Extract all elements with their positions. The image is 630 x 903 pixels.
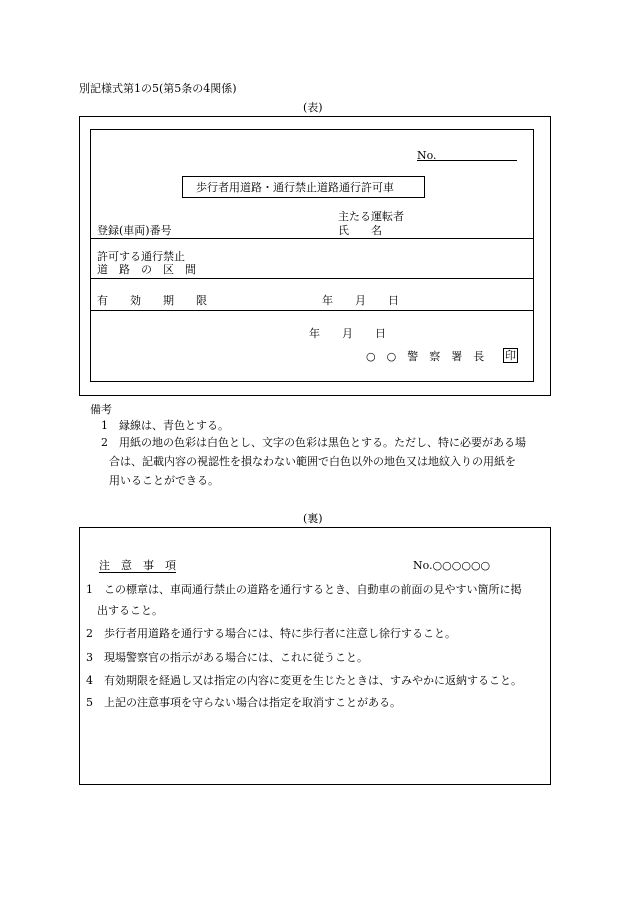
section-label-line1: 許可する通行禁止 — [97, 250, 185, 263]
registration-label: 登録(車両)番号 — [97, 224, 172, 237]
remarks-title: 備考 — [90, 403, 112, 416]
remark-item: 2 用紙の地の色彩は白色とし、文字の色彩は黒色とする。ただし、特に必要がある場 — [101, 436, 526, 449]
front-side-title: (表) — [303, 101, 323, 114]
section-label-line2: 道 路 の 区 間 — [97, 263, 196, 276]
remark-item: 1 縁線は、青色とする。 — [101, 419, 229, 432]
remark-item-continued: 合は、記載内容の視認性を損なわない範囲で白色以外の地色又は地紋入りの用紙を — [109, 455, 516, 468]
issue-date: 年 月 日 — [309, 327, 386, 340]
row-divider-3 — [90, 310, 534, 311]
notice-item: 2 歩行者用道路を通行する場合には、特に歩行者に注意し徐行すること。 — [86, 627, 456, 640]
validity-date: 年 月 日 — [322, 294, 399, 307]
row-divider-1 — [90, 238, 534, 239]
driver-name-label: 氏 名 — [338, 224, 382, 237]
seal-stamp: 印 — [505, 349, 516, 362]
remark-item-continued: 用いることができる。 — [109, 474, 219, 487]
permit-number-underline — [417, 160, 517, 161]
back-number: No.○○○○○○ — [413, 559, 491, 572]
row-divider-2 — [90, 278, 534, 279]
notice-title: 注 意 事 項 — [99, 559, 176, 572]
notice-item: 1 この標章は、車両通行禁止の道路を通行するとき、自動車の前面の見やすい箇所に掲 — [86, 583, 522, 596]
back-side-title: (裏) — [303, 512, 323, 525]
issuer: ○ ○ 警 察 署 長 — [366, 350, 485, 363]
notice-item-continued: 出すること。 — [97, 604, 163, 617]
validity-label: 有 効 期 限 — [97, 294, 207, 307]
notice-item: 3 現場警察官の指示がある場合には、これに従うこと。 — [86, 651, 368, 664]
notice-item: 5 上記の注意事項を守らない場合は指定を取消すことがある。 — [86, 696, 401, 709]
form-label: 別記様式第1の5(第5条の4関係) — [79, 82, 237, 95]
driver-label: 主たる運転者 — [338, 210, 404, 223]
notice-item: 4 有効期限を経過し又は指定の内容に変更を生じたときは、すみやかに返納すること。 — [86, 674, 522, 687]
permit-title: 歩行者用道路・通行禁止道路通行許可車 — [196, 181, 394, 194]
permit-number-label: No. — [417, 149, 437, 162]
